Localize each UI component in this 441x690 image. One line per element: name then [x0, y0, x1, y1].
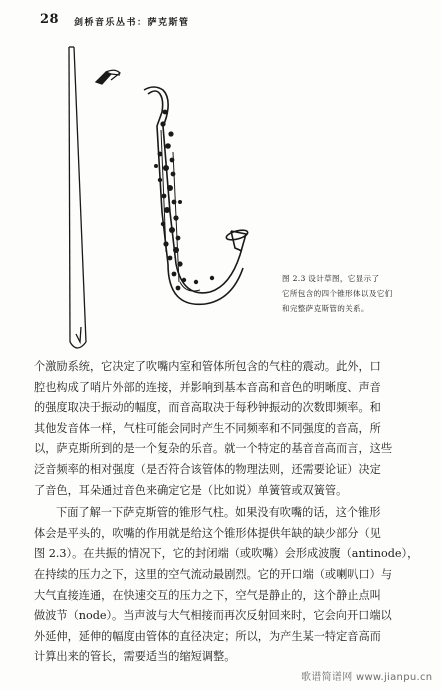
- text-line: 泛音频率的相对强度（是否符合该管体的物理法则，还需要论证）决定: [34, 462, 381, 476]
- text-line: 大气直接连通，在快速交互的压力之下，空气是静止的，这个静止点叫: [34, 588, 381, 602]
- text-line: 做波节（node）。当声波与大气相接而再次反射回来时，它会向开口端以: [34, 609, 392, 623]
- cone-drawing: [69, 47, 86, 348]
- caption-line: 和完整萨克斯管的关系。: [282, 304, 369, 313]
- text-line: 其他发音体一样，气柱可能会同时产生不同频率和不同强度的音高，所: [34, 421, 381, 435]
- text-line: 外延伸，延伸的幅度由管体的直径决定；所以，为产生某一特定音高而: [34, 629, 381, 643]
- caption-line: 图 2.3 设计草图，它显示了: [282, 274, 380, 283]
- text-line: 个激励系统，它决定了吹嘴内室和管体所包含的气柱的震动。此外，口: [34, 360, 381, 373]
- page-number: 28: [40, 12, 60, 27]
- running-title: 剑桥音乐丛书：萨克斯管: [74, 18, 190, 28]
- saxophone-keys: [154, 110, 214, 291]
- text-line: 计算出来的管长，需要适当的缩短调整。: [34, 650, 236, 664]
- caption-line: 它所包含的四个锥形体以及它们: [282, 289, 393, 298]
- paragraph-1: [34, 357, 424, 501]
- text-line: 以，萨克斯所到的是一个复杂的乐音。就一个特定的基音音高而言，这些: [34, 442, 393, 456]
- saxophone-drawing: [144, 87, 249, 304]
- figure-caption: [282, 271, 430, 316]
- mouthpiece-drawing: [96, 70, 120, 84]
- body-text: [34, 357, 424, 668]
- text-line: 在持续的压力之下，这里的空气流动最剧烈。它的开口端（或喇叭口）与: [34, 567, 393, 581]
- page-header: [40, 12, 420, 32]
- watermark: 歌谱简谱网 www.jianpu.cn: [301, 672, 433, 683]
- text-line: 腔也构成了哨片外部的连接，并影响到基本音高和音色的明晰度、声音: [34, 380, 381, 394]
- text-line: 体会是平头的，吹嘴的作用就是给这个锥形体提供年缺的缺少部分（见: [34, 526, 381, 540]
- paragraph-2: [34, 503, 424, 668]
- text-line: 下面了解一下萨克斯管的锥形气柱。如果没有吹嘴的话，这个锥形: [56, 506, 381, 520]
- text-line: 的强度取决于振动的幅度，而音高取决于每秒钟振动的次数即频率。和: [34, 401, 381, 415]
- text-line: 了音色，耳朵通过音色来确定它是（比如说）单簧管或双簧管。: [34, 483, 348, 497]
- text-line: 图 2.3）。在共振的情况下，它的封闭端（或吹嘴）会形成波腹（antinode），: [34, 547, 419, 561]
